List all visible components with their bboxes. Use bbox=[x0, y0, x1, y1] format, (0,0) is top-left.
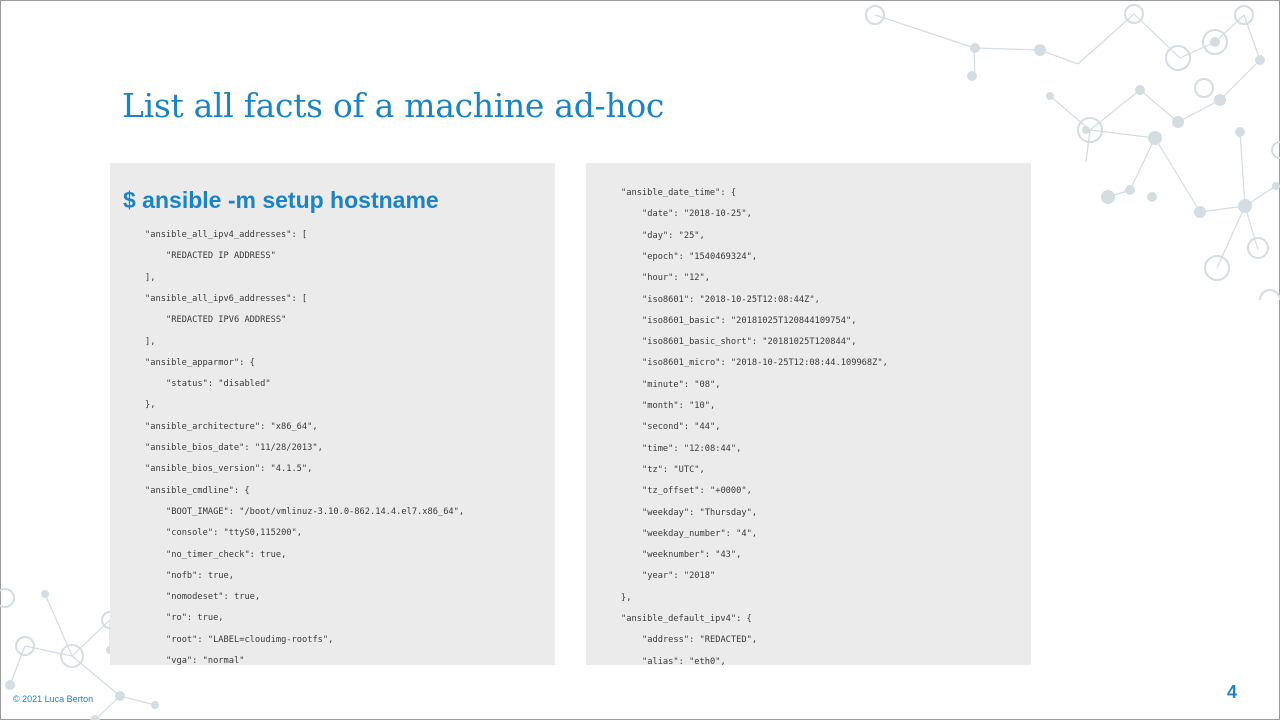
code-line: }, bbox=[145, 400, 156, 411]
code-line: "ansible_date_time": { bbox=[621, 188, 737, 198]
code-line: "REDACTED IP ADDRESS" bbox=[166, 251, 276, 262]
code-line: "day": "25", bbox=[642, 230, 705, 241]
code-line: "ansible_architecture": "x86_64", bbox=[145, 421, 318, 432]
code-line: "iso8601_micro": "2018-10-25T12:08:44.109968Z", bbox=[642, 358, 888, 369]
code-line: "weekday_number": "4", bbox=[642, 528, 758, 539]
code-line: }, bbox=[621, 592, 632, 603]
code-line: "nofb": true, bbox=[166, 570, 234, 581]
code-panel-left bbox=[110, 163, 555, 665]
code-line: "hour": "12", bbox=[642, 273, 710, 284]
command-text: $ ansible -m setup hostname bbox=[123, 187, 439, 213]
code-line: "ansible_bios_version": "4.1.5", bbox=[145, 464, 313, 475]
footer-copyright: © 2021 Luca Berton bbox=[13, 694, 94, 704]
code-line: "ansible_default_ipv4": { bbox=[621, 614, 752, 624]
code-line: "vga": "normal" bbox=[166, 656, 245, 665]
page-title: List all facts of a machine ad-hoc bbox=[122, 86, 665, 125]
code-line: "ro": true, bbox=[166, 613, 224, 624]
code-line: "tz": "UTC", bbox=[642, 464, 705, 475]
code-line: "date": "2018-10-25", bbox=[642, 209, 752, 220]
code-line: "month": "10", bbox=[642, 401, 716, 411]
code-line: "root": "LABEL=cloudimg-rootfs", bbox=[166, 634, 334, 645]
code-panel-right bbox=[586, 163, 1031, 665]
code-line: "iso8601": "2018-10-25T12:08:44Z", bbox=[642, 294, 820, 305]
code-line: "console": "ttyS0,115200", bbox=[166, 528, 302, 539]
code-line: "tz_offset": "+0000", bbox=[642, 486, 752, 497]
code-line: "weeknumber": "43", bbox=[642, 550, 742, 561]
code-line: "ansible_bios_date": "11/28/2013", bbox=[145, 443, 323, 453]
code-line: "year": "2018" bbox=[642, 571, 716, 582]
code-line: "epoch": "1540469324", bbox=[642, 251, 758, 262]
code-line: "minute": "08", bbox=[642, 379, 721, 390]
code-line: "alias": "eth0", bbox=[642, 656, 726, 665]
code-line: "weekday": "Thursday", bbox=[642, 507, 758, 518]
code-line: "ansible_all_ipv6_addresses": [ bbox=[145, 293, 308, 304]
page-number: 4 bbox=[1227, 682, 1238, 702]
code-line: "ansible_all_ipv4_addresses": [ bbox=[145, 230, 308, 240]
code-line: ], bbox=[145, 336, 156, 347]
code-line: "ansible_cmdline": { bbox=[145, 485, 250, 496]
code-line: "ansible_apparmor": { bbox=[145, 357, 255, 368]
code-line: "second": "44", bbox=[642, 422, 721, 433]
code-line: ], bbox=[145, 272, 156, 283]
code-line: "REDACTED IPV6 ADDRESS" bbox=[166, 315, 287, 326]
code-line: "BOOT_IMAGE": "/boot/vmlinuz-3.10.0-862.14.4.el7.x86_64", bbox=[166, 506, 465, 517]
code-line: "address": "REDACTED", bbox=[642, 635, 758, 646]
code-line: "status": "disabled" bbox=[166, 379, 271, 390]
code-line: "iso8601_basic_short": "20181025T120844", bbox=[642, 337, 857, 348]
code-line: "time": "12:08:44", bbox=[642, 443, 742, 454]
code-line: "no_timer_check": true, bbox=[166, 549, 287, 560]
code-line: "nomodeset": true, bbox=[166, 592, 261, 603]
code-line: "iso8601_basic": "20181025T120844109754", bbox=[642, 315, 857, 326]
